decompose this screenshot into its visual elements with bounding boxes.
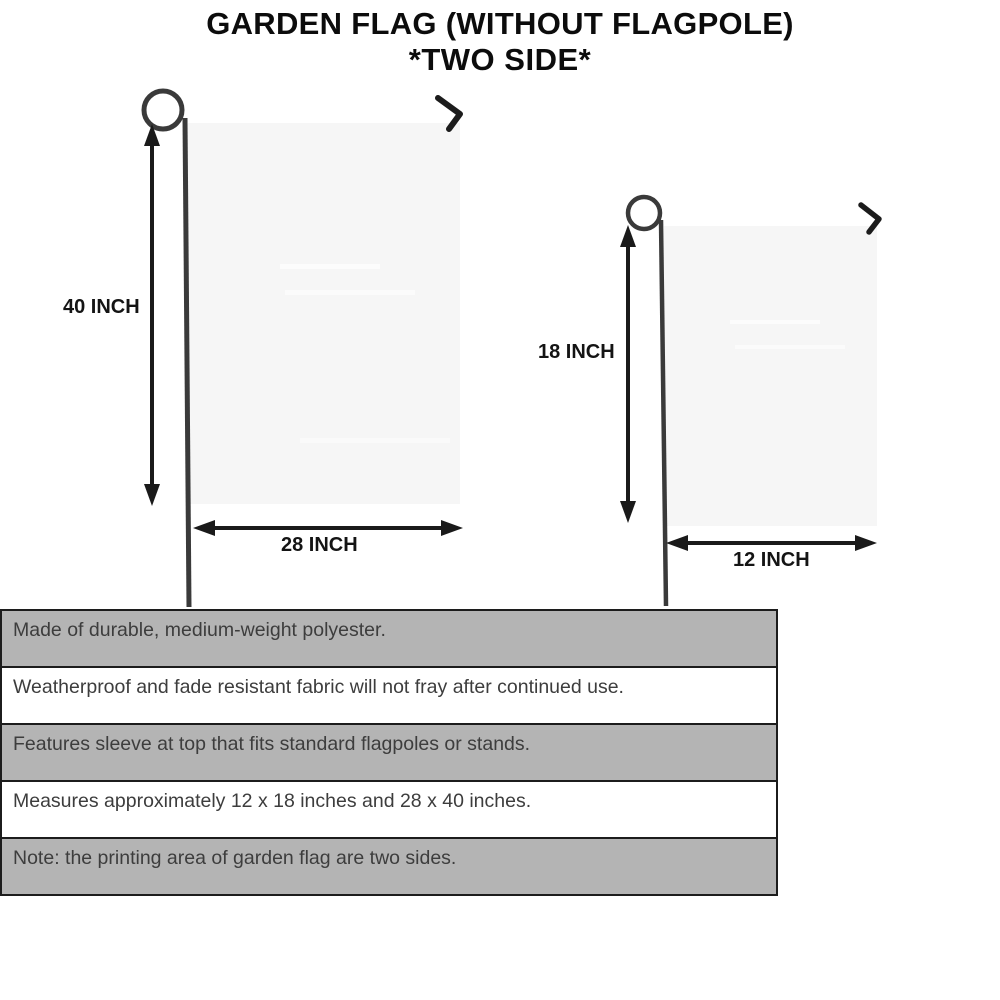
large-flag-crease [285,290,415,295]
feature-row-weatherproof: Weatherproof and fade resistant fabric will not fray after continued use. [0,666,778,725]
small-flag-group [620,197,879,606]
large-height-arrow [144,124,160,506]
large-flag-group [144,91,463,607]
feature-row-note: Note: the printing area of garden flag are two sides. [0,837,778,896]
large-flag-fabric [188,123,460,504]
feature-list [0,609,778,896]
small-flagpole-loop [628,197,660,229]
large-flag-width-label: 28 INCH [281,534,358,556]
large-flag-crease [280,264,380,269]
title-line-2: *TWO SIDE* [408,42,592,77]
large-flagpole-loop [144,91,182,129]
small-flag-height-label: 18 INCH [538,341,615,363]
small-flag-crease [735,345,845,349]
small-height-arrow [620,225,636,523]
large-flag-crease [300,438,450,443]
feature-row-measures: Measures approximately 12 x 18 inches and 28 x 40 inches. [0,780,778,839]
small-flag-crease [730,320,820,324]
large-flag-height-label: 40 INCH [63,296,140,318]
small-flag-fabric [664,226,877,526]
feature-row-sleeve: Features sleeve at top that fits standard flagpoles or stands. [0,723,778,782]
small-flag-width-label: 12 INCH [733,549,810,571]
title-line-1: GARDEN FLAG (WITHOUT FLAGPOLE) [206,6,794,41]
feature-row-material: Made of durable, medium-weight polyester. [0,609,778,668]
